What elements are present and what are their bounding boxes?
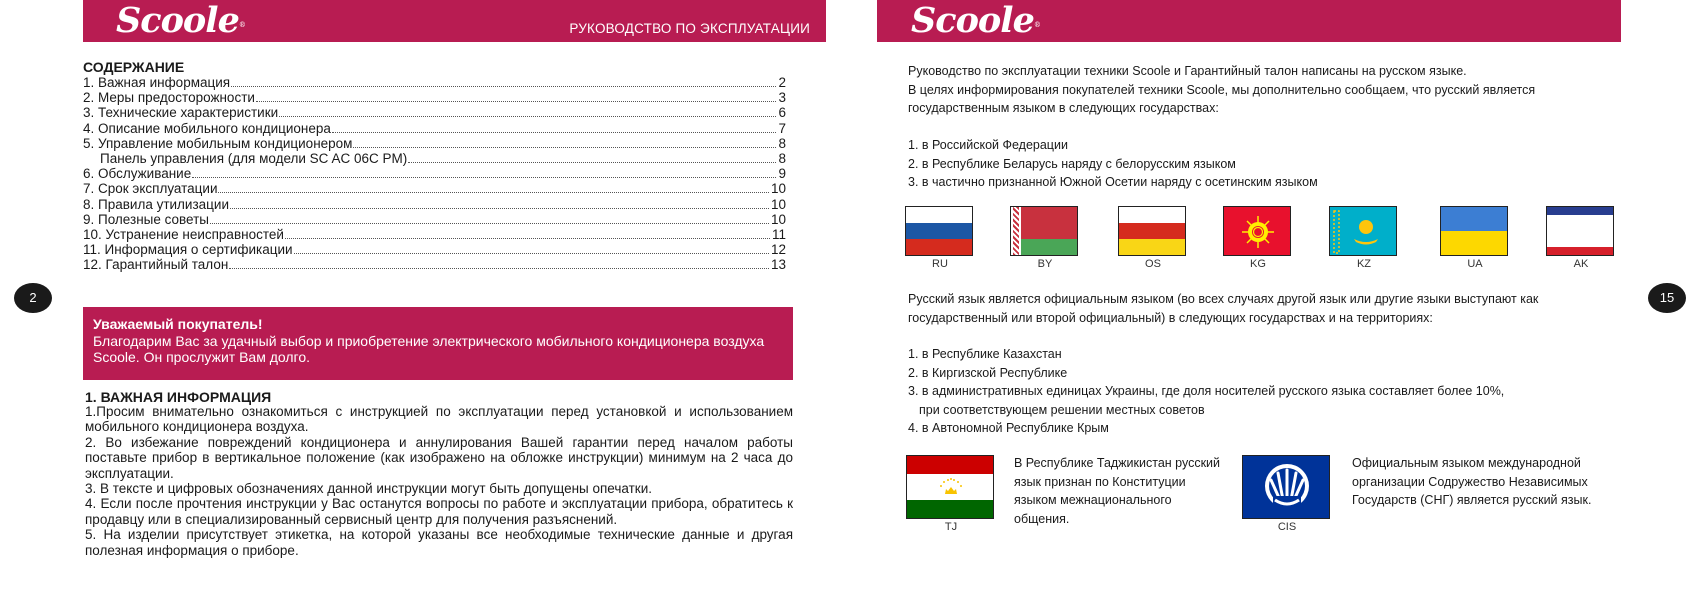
toc-leader-dots bbox=[230, 208, 769, 209]
page-number: 15 bbox=[1648, 283, 1686, 313]
list-item: 2. в Киргизской Республике bbox=[908, 365, 1068, 380]
flag-by bbox=[1010, 206, 1080, 270]
toc-entry bbox=[83, 227, 786, 242]
toc-entry-title: 3. Технические характеристики bbox=[83, 105, 279, 121]
toc-entry-page: 12 bbox=[770, 242, 786, 258]
toc-leader-dots bbox=[231, 86, 776, 87]
toc-entry-title: 5. Управление мобильным кондиционером bbox=[83, 135, 353, 151]
page-number: 2 bbox=[14, 283, 52, 313]
list-item: 4. в Автономной Республике Крым bbox=[908, 421, 1109, 435]
flag-cis bbox=[1242, 455, 1332, 533]
flag-os bbox=[1118, 206, 1188, 270]
toc-entry-title: 2. Меры предосторожности bbox=[83, 90, 255, 106]
russia-flag-icon bbox=[905, 206, 973, 256]
toc-entry-page: 8 bbox=[778, 135, 786, 151]
info-item: 4. Если после прочтения инструкции у Вас останутся вопросы по работе и эксплуатации прибора, обратитесь к продавцу или в специализированный сервисный центр для получения разъяснений. bbox=[85, 496, 793, 527]
flag-code: UA bbox=[1467, 258, 1483, 270]
toc-entry-page: 9 bbox=[778, 166, 786, 182]
flag-ak bbox=[1546, 206, 1616, 270]
toc-entry bbox=[83, 257, 786, 272]
info-item: 1.Просим внимательно ознакомиться с инструкцией по эксплуатации перед установкой и использованием мобильного кондиционера воздуха. bbox=[85, 404, 793, 435]
toc-entry-title: 8. Правила утилизации bbox=[83, 196, 229, 212]
toc-entry bbox=[83, 105, 786, 120]
toc-leader-dots bbox=[229, 268, 769, 269]
info-item: 3. В тексте и цифровых обозначениях данной инструкции могут быть допущены опечатки. bbox=[85, 481, 652, 497]
cis-text: Официальным языком международной организации Содружество Независимых Государств (СНГ) является русский язык. bbox=[1352, 456, 1592, 507]
toc-entry-page: 3 bbox=[778, 90, 786, 106]
toc-leader-dots bbox=[256, 101, 777, 102]
toc-entry bbox=[83, 166, 786, 181]
list-item: 1. в Российской Федерации bbox=[908, 138, 1068, 152]
table-of-contents bbox=[83, 75, 786, 272]
flag-code: OS bbox=[1145, 258, 1161, 270]
toc-entry bbox=[83, 197, 786, 212]
toc-leader-dots bbox=[218, 192, 768, 193]
toc-entry bbox=[83, 242, 786, 257]
flag-code: CIS bbox=[1277, 521, 1297, 533]
greeting-box bbox=[83, 307, 793, 380]
intro-line: Руководство по эксплуатации техники Scoole и Гарантийный талон написаны на русском языке. bbox=[908, 64, 1467, 78]
toc-entry bbox=[83, 181, 786, 196]
toc-entry-page: 8 bbox=[778, 150, 786, 166]
flag-code: AK bbox=[1573, 258, 1589, 270]
left-page bbox=[0, 0, 850, 595]
toc-leader-dots bbox=[285, 238, 770, 239]
toc-entry-page: 10 bbox=[770, 181, 786, 197]
greeting-text: Благодарим Вас за удачный выбор и приобретение электрического мобильного кондиционера воздуха Scoole. Он прослужит Вам долго. bbox=[93, 333, 765, 365]
toc-entry-title: Панель управления (для модели SC AC 06C PM) bbox=[100, 150, 408, 166]
flag-code: TJ bbox=[944, 521, 958, 533]
manual-title: РУКОВОДСТВО ПО ЭКСПЛУАТАЦИИ bbox=[569, 21, 810, 36]
toc-entry-title: 12. Гарантийный талон bbox=[83, 257, 229, 273]
toc-entry-page: 2 bbox=[778, 75, 786, 90]
flag-kg bbox=[1223, 206, 1293, 270]
toc-entry-title: 6. Обслуживание bbox=[83, 166, 192, 182]
toc-entry bbox=[83, 121, 786, 136]
info-item: 5. На изделии присутствует этикетка, на которой указаны все необходимые технические данные и другая полезная информация о приборе. bbox=[85, 527, 793, 558]
tajikistan-flag-icon bbox=[906, 455, 994, 519]
scoole-logo: Scoole® bbox=[911, 0, 1040, 41]
official-language-list bbox=[908, 345, 1628, 438]
cis-flag-icon bbox=[1242, 455, 1330, 519]
scoole-logo: Scoole® bbox=[116, 0, 245, 41]
toc-entry-page: 13 bbox=[770, 257, 786, 273]
header-bar bbox=[877, 0, 1621, 42]
flag-code: KZ bbox=[1356, 258, 1372, 270]
toc-entry bbox=[83, 151, 786, 166]
toc-entry bbox=[83, 212, 786, 227]
toc-leader-dots bbox=[210, 223, 769, 224]
right-page bbox=[850, 0, 1701, 595]
toc-entry bbox=[83, 136, 786, 151]
intro-line: В целях информирования покупателей техники Scoole, мы дополнительно сообщаем, что русский является государственным языком в следующих государствах: bbox=[908, 82, 1536, 115]
list-item: 3. в частично признанной Южной Осетии наряду с осетинским языком bbox=[908, 175, 1318, 189]
intro-text bbox=[908, 62, 1628, 118]
toc-entry-page: 7 bbox=[778, 120, 786, 136]
flag-code: RU bbox=[932, 258, 948, 270]
toc-entry bbox=[83, 75, 786, 90]
state-language-list bbox=[908, 136, 1628, 192]
toc-leader-dots bbox=[408, 162, 776, 163]
greeting-title: Уважаемый покупатель! bbox=[93, 316, 263, 332]
toc-entry-title: 9. Полезные советы bbox=[83, 211, 209, 227]
toc-entry-page: 11 bbox=[771, 226, 786, 242]
south-ossetia-flag-icon bbox=[1118, 206, 1186, 256]
section-title: 1. ВАЖНАЯ ИНФОРМАЦИЯ bbox=[85, 389, 272, 405]
belarus-flag-icon bbox=[1010, 206, 1078, 256]
toc-entry-title: 7. Срок эксплуатации bbox=[83, 181, 218, 197]
header-bar bbox=[83, 0, 826, 42]
flag-tj bbox=[906, 455, 996, 533]
tajikistan-text: В Республике Таджикистан русский язык признан по Конституции языком межнационального общения. bbox=[1014, 456, 1220, 526]
toc-entry-page: 6 bbox=[778, 105, 786, 121]
list-item: при соответствующем решении местных советов bbox=[919, 402, 1205, 417]
flag-ua bbox=[1440, 206, 1510, 270]
kyrgyzstan-flag-icon bbox=[1223, 206, 1291, 256]
toc-leader-dots bbox=[192, 177, 776, 178]
toc-leader-dots bbox=[353, 147, 776, 148]
toc-leader-dots bbox=[294, 253, 769, 254]
toc-leader-dots bbox=[332, 132, 777, 133]
list-item: 3. в административных единицах Украины, где доля носителей русского языка составляет более 10%, bbox=[908, 384, 1505, 398]
toc-entry-title: 10. Устранение неисправностей bbox=[83, 226, 284, 242]
flag-code: KG bbox=[1250, 258, 1266, 270]
section-body bbox=[85, 404, 793, 558]
toc-entry-page: 10 bbox=[770, 211, 786, 227]
toc-leader-dots bbox=[279, 116, 776, 117]
toc-entry-page: 10 bbox=[770, 196, 786, 212]
toc-title: СОДЕРЖАНИЕ bbox=[83, 59, 185, 75]
crimea-flag-icon bbox=[1546, 206, 1614, 256]
kazakhstan-flag-icon bbox=[1329, 206, 1397, 256]
list-item: 2. в Республике Беларусь наряду с белорусским языком bbox=[908, 156, 1236, 171]
toc-entry-title: 1. Важная информация bbox=[83, 75, 231, 90]
list-item: 1. в Республике Казахстан bbox=[908, 347, 1062, 361]
toc-entry-title: 11. Информация о сертификации bbox=[83, 242, 293, 258]
flag-code: BY bbox=[1037, 258, 1053, 270]
flag-kz bbox=[1329, 206, 1399, 270]
official-language-intro: Русский язык является официальным языком (во всех случаях другой язык или другие языки выступают как государственный или второй официальный) в следующих государствах и на территориях: bbox=[908, 292, 1539, 325]
flag-ru bbox=[905, 206, 975, 270]
info-item: 2. Во избежание повреждений кондиционера и аннулирования Вашей гарантии перед началом работы поставьте прибор в вертикальное положение (как изображено на обложке инструкции) минимум на 2 часа до эксплуатации. bbox=[85, 434, 793, 481]
toc-entry bbox=[83, 90, 786, 105]
ukraine-flag-icon bbox=[1440, 206, 1508, 256]
toc-entry-title: 4. Описание мобильного кондиционера bbox=[83, 120, 331, 136]
